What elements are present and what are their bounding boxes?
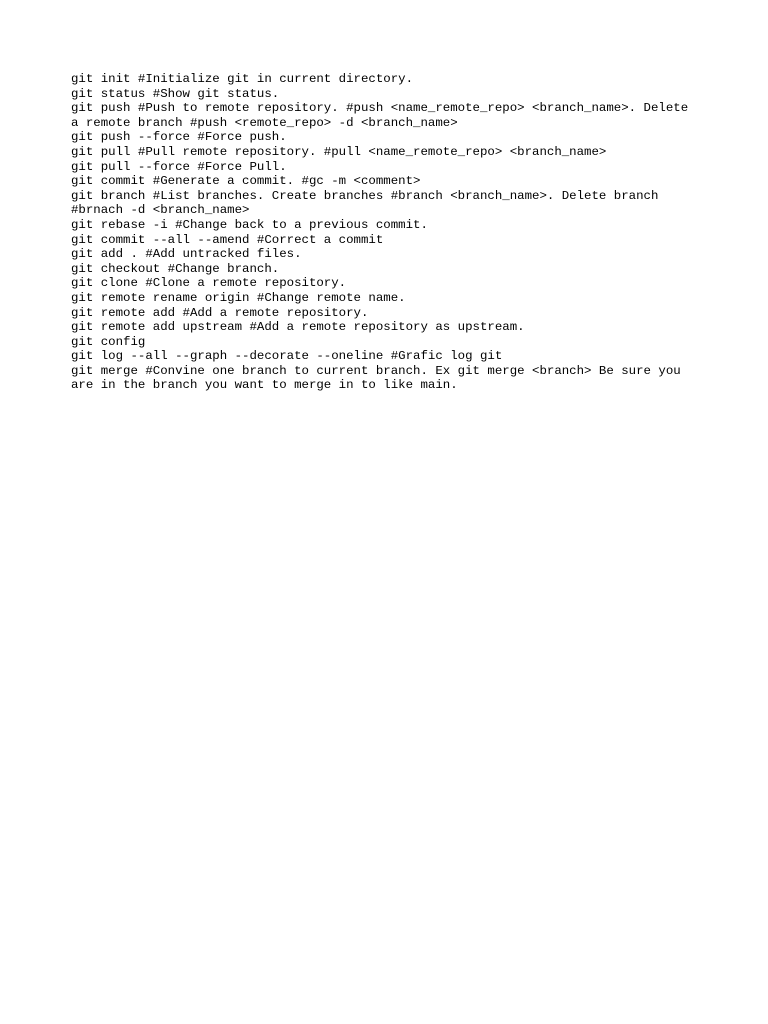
text-line: git rebase -i #Change back to a previous commit. [71, 217, 428, 232]
text-line: git remote rename origin #Change remote name. [71, 290, 406, 305]
text-line: git checkout #Change branch. [71, 261, 280, 276]
text-line: git config [71, 334, 146, 349]
text-line: git init #Initialize git in current directory. [71, 72, 414, 86]
text-line: git commit --all --amend #Correct a commit [71, 232, 384, 247]
text-line: git log --all --graph --decorate --oneline #Grafic log git [71, 349, 503, 364]
git-commands-text [71, 72, 711, 393]
text-line: git remote add #Add a remote repository. [71, 305, 369, 320]
text-line: git clone #Clone a remote repository. [71, 276, 347, 291]
text-line: git remote add upstream #Add a remote repository as upstream. [71, 320, 525, 335]
text-line: #brnach -d <branch_name> [71, 203, 250, 218]
text-line: git status #Show git status. [71, 86, 280, 101]
text-line: git pull #Pull remote repository. #pull <name_remote_repo> <branch_name> [71, 144, 607, 159]
text-line: git merge #Convine one branch to current branch. Ex git merge <branch> Be sure you [71, 363, 681, 378]
text-line: git branch #List branches. Create branches #branch <branch_name>. Delete branch [71, 188, 659, 203]
text-line: are in the branch you want to merge in to like main. [71, 378, 458, 393]
text-line: git push #Push to remote repository. #push <name_remote_repo> <branch_name>. Delete [71, 101, 689, 116]
text-line: git add . #Add untracked files. [71, 247, 302, 262]
text-line: a remote branch #push <remote_repo> -d <branch_name> [71, 115, 458, 130]
text-line: git pull --force #Force Pull. [71, 159, 287, 174]
text-line: git commit #Generate a commit. #gc -m <comment> [71, 174, 421, 189]
text-line: git push --force #Force push. [71, 130, 287, 145]
